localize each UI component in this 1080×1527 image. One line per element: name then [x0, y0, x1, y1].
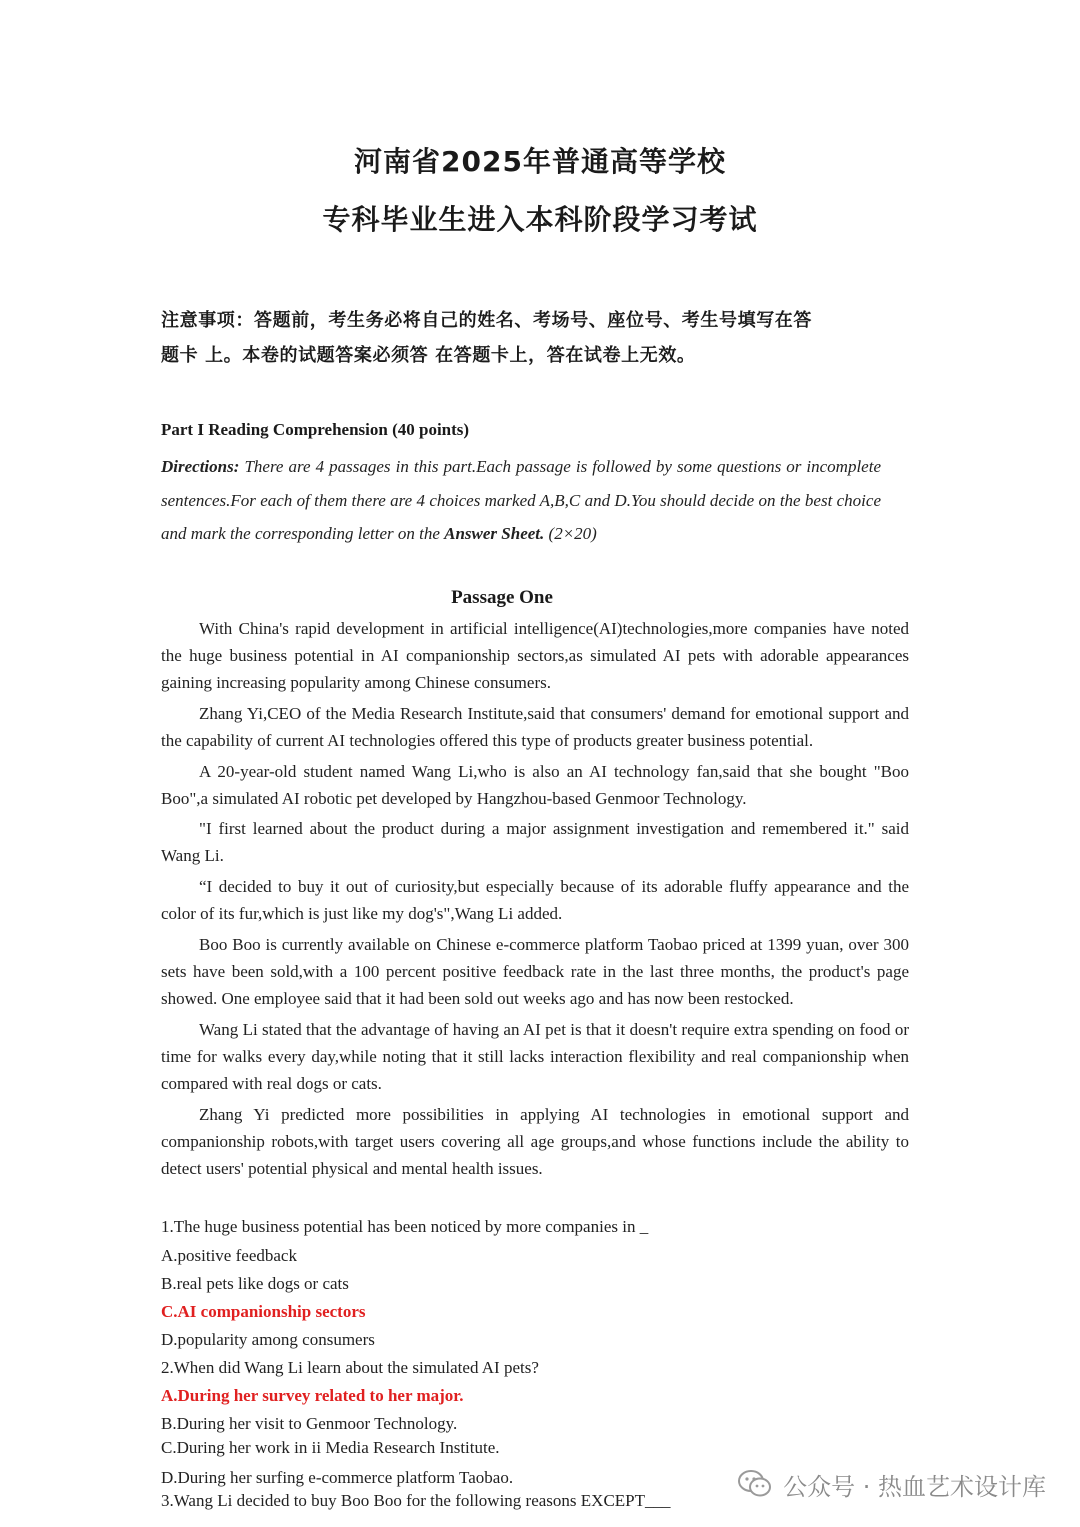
paragraph: Zhang Yi,CEO of the Media Research Institute,said that consumers' demand for emotional support and the capability of current AI technologies offered this type of products greater business potential.	[161, 704, 909, 750]
option-2c: C.During her work in ii Media Research Institute.	[161, 1438, 500, 1457]
option-1a: A.positive feedback	[161, 1246, 297, 1265]
paragraph: With China's rapid development in artificial intelligence(AI)technologies,more companies have noted the huge business potential in AI companionship sectors,as simulated AI pets with adorable appearances gaining increasing popularity among Chinese consumers.	[161, 619, 909, 692]
passage-title: Passage One	[451, 587, 553, 608]
answer-sheet-label: Answer Sheet.	[444, 524, 545, 543]
paragraph: Wang Li stated that the advantage of having an AI pet is that it doesn't require extra spending on food or time for walks every day,while noting that it still lacks interaction flexibility and real companionship when compared with real dogs or cats.	[161, 1020, 909, 1093]
paragraph: A 20-year-old student named Wang Li,who is also an AI technology fan,said that she bought "Boo Boo",a simulated AI robotic pet developed by Hangzhou-based Genmoor Technology.	[161, 762, 909, 808]
title-line-1: 河南省2025年普通高等学校	[354, 145, 726, 178]
watermark	[737, 1466, 1046, 1502]
question-1: 1.The huge business potential has been noticed by more companies in _	[161, 1217, 649, 1236]
option-1b: B.real pets like dogs or cats	[161, 1274, 349, 1293]
directions-tail: (2×20)	[544, 524, 597, 543]
paragraph: “I decided to buy it out of curiosity,but especially because of its adorable fluffy appearance and the color of its fur,which is just like my dog's",Wang Li added.	[161, 877, 909, 923]
directions	[161, 450, 881, 551]
paragraph: Zhang Yi predicted more possibilities in applying AI technologies in emotional support and companionship robots,with target users covering all age groups,and whose functions include the ability to detect users' potential physical and mental health issues.	[161, 1105, 909, 1178]
watermark-text: 公众号 · 热血艺术设计库	[783, 1472, 1046, 1501]
notice-line-1: 注意事项：答题前，考生务必将自己的姓名、考场号、座位号、考生号填写在答	[161, 310, 812, 331]
option-1c-answer: C.AI companionship sectors	[161, 1302, 366, 1321]
option-2a-answer: A.During her survey related to her major.	[161, 1386, 464, 1405]
wechat-icon	[737, 1469, 773, 1499]
paragraph: Boo Boo is currently available on Chinese e-commerce platform Taobao priced at 1399 yuan, over 300 sets have been sold,with a 100 percent positive feedback rate in the last three months, the product's page showed. One employee said that it had been sold out weeks ago and has now been restocked.	[161, 935, 909, 1008]
directions-text: There are 4 passages in this part.Each passage is followed by some questions or incomplete sentences.For each of them there are 4 choices marked A,B,C and D.You should decide on the best choice and mark the corresponding letter on the	[161, 457, 881, 543]
option-1d: D.popularity among consumers	[161, 1330, 375, 1349]
option-2d: D.During her surfing e-commerce platform Taobao.	[161, 1468, 514, 1487]
title-line-2: 专科毕业生进入本科阶段学习考试	[322, 203, 758, 236]
option-2b: B.During her visit to Genmoor Technology.	[161, 1414, 458, 1433]
part-heading: Part I Reading Comprehension (40 points)	[161, 420, 470, 439]
notice-line-2: 题卡 上。本卷的试题答案必须答 在答题卡上，答在试卷上无效。	[161, 345, 696, 366]
paragraph: "I first learned about the product during a major assignment investigation and remembered it." said Wang Li.	[161, 819, 909, 865]
question-2: 2.When did Wang Li learn about the simulated AI pets?	[161, 1358, 539, 1377]
question-3: 3.Wang Li decided to buy Boo Boo for the following reasons EXCEPT___	[161, 1491, 671, 1510]
directions-label: Directions:	[161, 457, 240, 476]
